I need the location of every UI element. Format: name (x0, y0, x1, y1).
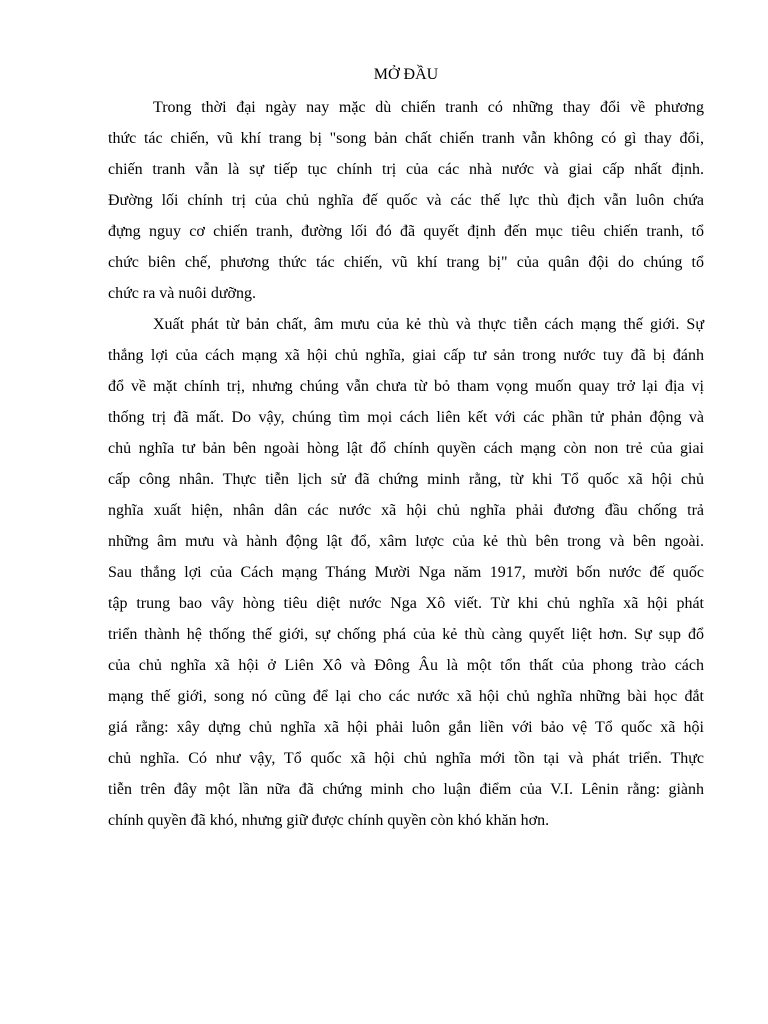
document-title: MỞ ĐẦU (373, 66, 439, 83)
paragraph-line: chủ nghĩa tư bản bên ngoài hòng lật đổ chính quyền cách mạng còn non trẻ của giai (108, 440, 704, 457)
paragraph-line: nghĩa xuất hiện, nhân dân các nước xã hội chủ nghĩa phải đương đầu chống trả (108, 502, 704, 519)
paragraph-line: những âm mưu và hành động lật đổ, xâm lược của kẻ thù bên trong và bên ngoài. (108, 533, 704, 550)
paragraph-line: thức tác chiến, vũ khí trang bị "song bản chất chiến tranh vẫn không có gì thay đổi, (108, 130, 704, 147)
paragraph-line: đựng nguy cơ chiến tranh, đường lối đó đã quyết định đến mục tiêu chiến tranh, tổ (108, 223, 704, 240)
paragraph-line: đổ về mặt chính trị, nhưng chúng vẫn chưa từ bỏ tham vọng muốn quay trở lại địa vị (108, 378, 704, 395)
paragraph-line: chiến tranh vẫn là sự tiếp tục chính trị của các nhà nước và giai cấp nhất định. (108, 161, 704, 178)
paragraph-line: chính quyền đã khó, nhưng giữ được chính quyền còn khó khăn hơn. (108, 812, 550, 829)
paragraph-line: Xuất phát từ bản chất, âm mưu của kẻ thù và thực tiễn cách mạng thế giới. Sự (153, 316, 704, 333)
paragraph-line: tập trung bao vây hòng tiêu diệt nước Nga Xô viết. Từ khi chủ nghĩa xã hội phát (108, 595, 704, 612)
paragraph-line: của chủ nghĩa xã hội ở Liên Xô và Đông Âu là một tổn thất của phong trào cách (108, 657, 704, 674)
paragraph-line: mạng thế giới, song nó cũng để lại cho các nước xã hội chủ nghĩa những bài học đắt (108, 688, 704, 705)
paragraph-1 (108, 92, 704, 309)
paragraph-line: thắng lợi của cách mạng xã hội chủ nghĩa, giai cấp tư sản trong nước tuy đã bị đánh (108, 347, 704, 364)
paragraph-line: thống trị đã mất. Do vậy, chúng tìm mọi cách liên kết với các phần tử phản động và (108, 409, 704, 426)
paragraph-line: giá rằng: xây dựng chủ nghĩa xã hội phải luôn gắn liền với bảo vệ Tổ quốc xã hội (108, 719, 704, 736)
paragraph-2 (108, 309, 704, 836)
paragraph-line: Sau thắng lợi của Cách mạng Tháng Mười Nga năm 1917, mười bốn nước đế quốc (108, 564, 704, 581)
paragraph-line: chủ nghĩa. Có như vậy, Tổ quốc xã hội chủ nghĩa mới tồn tại và phát triển. Thực (108, 750, 704, 767)
paragraph-line: chức biên chế, phương thức tác chiến, vũ khí trang bị" của quân đội do chúng tổ (108, 254, 704, 271)
paragraph-line: cấp công nhân. Thực tiễn lịch sử đã chứng minh rằng, từ khi Tổ quốc xã hội chủ (108, 471, 704, 488)
paragraph-line: chức ra và nuôi dưỡng. (108, 285, 256, 302)
document-page (108, 62, 704, 836)
paragraph-line: tiễn trên đây một lần nữa đã chứng minh cho luận điểm của V.I. Lênin rằng: giành (108, 781, 704, 798)
paragraph-line: Trong thời đại ngày nay mặc dù chiến tranh có những thay đổi về phương (153, 99, 704, 116)
paragraph-line: Đường lối chính trị của chủ nghĩa đế quốc và các thế lực thù địch vẫn luôn chứa (108, 192, 704, 209)
paragraph-line: triển thành hệ thống thế giới, sự chống phá của kẻ thù càng quyết liệt hơn. Sự sụp đổ (108, 626, 704, 643)
